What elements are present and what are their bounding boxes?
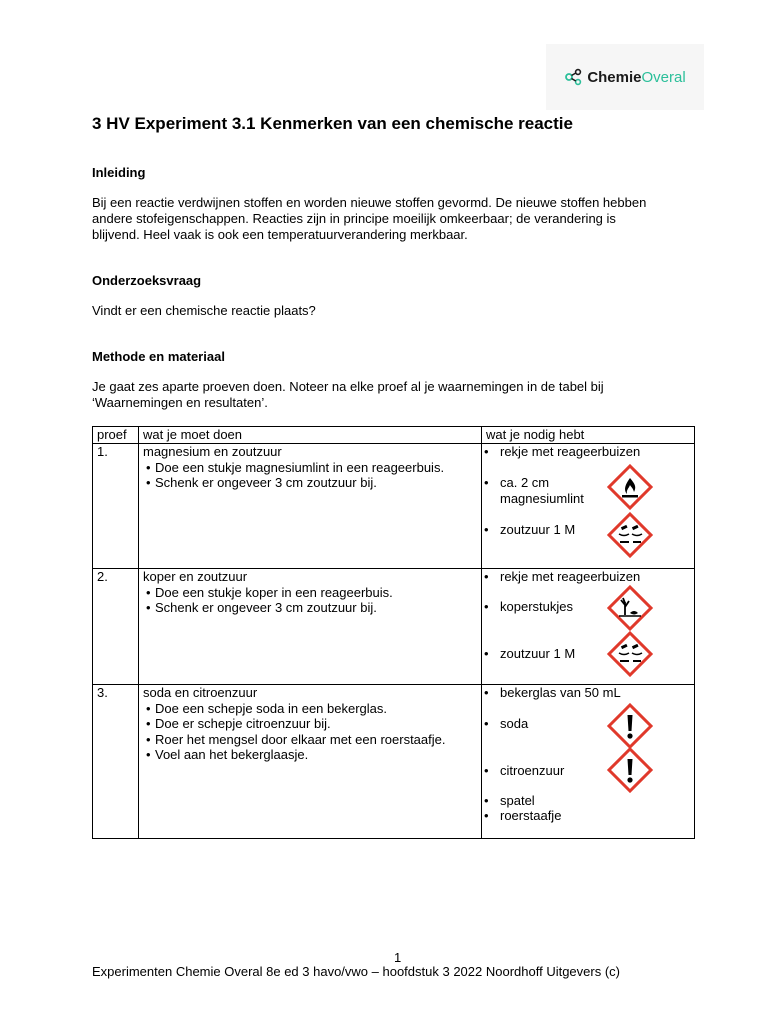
table-row bbox=[93, 444, 695, 569]
materials-cell bbox=[482, 569, 695, 685]
corrosive-hazard-icon bbox=[607, 512, 653, 558]
proef-number: 2. bbox=[93, 569, 139, 685]
procedure-cell bbox=[139, 444, 482, 569]
paragraph-line: andere stofeigenschappen. Reacties zijn in principe moeilijk omkeerbaar; de verandering is bbox=[92, 211, 616, 226]
material-item: • zoutzuur 1 M bbox=[482, 646, 700, 662]
material-item: • roerstaafje bbox=[482, 808, 700, 824]
material-label: magnesiumlint bbox=[500, 490, 584, 506]
page-footer: Experimenten Chemie Overal 8e ed 3 havo/vwo – hoofdstuk 3 2022 Noordhoff Uitgevers (c) bbox=[92, 964, 620, 979]
procedure-step: • Voel aan het bekerglaasje. bbox=[143, 747, 477, 763]
material-item: • citroenzuur bbox=[482, 763, 700, 779]
paragraph-line: blijvend. Heel vaak is ook een temperatuurverandering merkbaar. bbox=[92, 227, 468, 242]
material-item: • spatel bbox=[482, 793, 700, 809]
material-label: ca. 2 cm bbox=[500, 475, 550, 490]
procedure-step: • Schenk er ongeveer 3 cm zoutzuur bij. bbox=[143, 600, 477, 616]
procedure-title: koper en zoutzuur bbox=[143, 569, 248, 584]
procedure-step: • Schenk er ongeveer 3 cm zoutzuur bij. bbox=[143, 475, 477, 491]
header-wat-doen: wat je moet doen bbox=[139, 427, 482, 444]
flammable-hazard-icon bbox=[607, 464, 653, 510]
paragraph-line: Je gaat zes aparte proeven doen. Noteer na elke proef al je waarnemingen in de tabel bij bbox=[92, 379, 604, 394]
materials-cell bbox=[482, 685, 695, 839]
procedure-step: • Doe een schepje soda in een bekerglas. bbox=[143, 701, 477, 717]
procedure-cell bbox=[139, 685, 482, 839]
procedure-step: • Roer het mengsel door elkaar met een roerstaafje. bbox=[143, 732, 477, 748]
page-title: 3 HV Experiment 3.1 Kenmerken van een chemische reactie bbox=[92, 114, 573, 133]
material-item: • rekje met reageerbuizen bbox=[482, 444, 700, 460]
material-item bbox=[482, 475, 700, 506]
logo-text-overal: Overal bbox=[641, 68, 686, 86]
procedure-step: • Doe er schepje citroenzuur bij. bbox=[143, 716, 477, 732]
procedure-title: soda en citroenzuur bbox=[143, 685, 258, 700]
procedure-cell bbox=[139, 569, 482, 685]
proef-number: 3. bbox=[93, 685, 139, 839]
header-proef: proef bbox=[93, 427, 139, 444]
paragraph-inleiding bbox=[92, 195, 704, 243]
chemie-overal-logo bbox=[546, 44, 704, 110]
paragraph-methode bbox=[92, 379, 704, 411]
procedure-steps bbox=[143, 460, 477, 491]
material-item: • rekje met reageerbuizen bbox=[482, 569, 700, 585]
experiment-table bbox=[92, 426, 695, 839]
material-item: • zoutzuur 1 M bbox=[482, 522, 700, 538]
environment-hazard-icon bbox=[607, 585, 653, 631]
procedure-title: magnesium en zoutzuur bbox=[143, 444, 282, 459]
proef-number: 1. bbox=[93, 444, 139, 569]
procedure-step: • Doe een stukje koper in een reageerbuis. bbox=[143, 585, 477, 601]
procedure-steps bbox=[143, 585, 477, 616]
paragraph-line: ‘Waarnemingen en resultaten’. bbox=[92, 395, 268, 410]
paragraph-onderzoeksvraag: Vindt er een chemische reactie plaats? bbox=[92, 303, 316, 318]
heading-inleiding: Inleiding bbox=[92, 165, 146, 180]
header-wat-nodig: wat je nodig hebt bbox=[482, 427, 695, 444]
molecule-icon bbox=[564, 67, 584, 87]
table-row bbox=[93, 685, 695, 839]
material-item: • soda bbox=[482, 716, 700, 732]
exclamation-hazard-icon bbox=[607, 703, 653, 749]
materials-cell bbox=[482, 444, 695, 569]
procedure-step: • Doe een stukje magnesiumlint in een reageerbuis. bbox=[143, 460, 477, 476]
heading-methode: Methode en materiaal bbox=[92, 349, 225, 364]
table-row bbox=[93, 569, 695, 685]
logo-text-chemie: Chemie bbox=[587, 68, 642, 86]
exclamation-hazard-icon bbox=[607, 747, 653, 793]
paragraph-line: Bij een reactie verdwijnen stoffen en worden nieuwe stoffen gevormd. De nieuwe stoffen hebben bbox=[92, 195, 647, 210]
material-item: • koperstukjes bbox=[482, 599, 700, 615]
page-number: 1 bbox=[394, 950, 402, 965]
table-header-row bbox=[93, 427, 695, 444]
procedure-steps bbox=[143, 701, 477, 763]
material-item: • bekerglas van 50 mL bbox=[482, 685, 700, 701]
corrosive-hazard-icon bbox=[607, 631, 653, 677]
heading-onderzoeksvraag: Onderzoeksvraag bbox=[92, 273, 202, 288]
